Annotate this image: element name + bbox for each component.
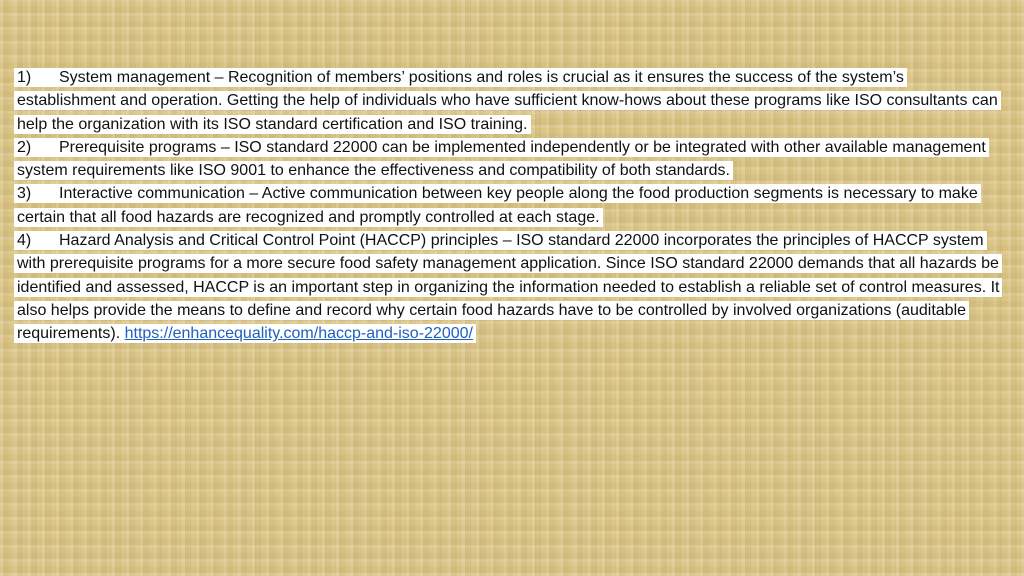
item-text: Hazard Analysis and Critical Control Point (HACCP) principles – ISO standard 22000 incorporates the principles of HACCP system with prerequisite programs for a more secure food safety management application. Since ISO standard 22000 demands that all hazards be identified and assessed, HACCP is an important step in organizing the information needed to establish a reliable set of control measures. It also helps provide the means to define and record why certain food hazards have to be controlled by involved organizations (auditable requirements). — [17, 232, 1000, 343]
item-number: 2) — [17, 138, 32, 156]
list-item-4 — [14, 229, 1004, 345]
list-item-2 — [14, 136, 1004, 183]
list-item-3 — [14, 182, 1004, 229]
item-number: 3) — [17, 185, 32, 203]
item-number: 4) — [17, 232, 32, 250]
item-text: Interactive communication – Active communication between key people along the food production segments is necessary to make certain that all food hazards are recognized and promptly controlled at each stage. — [17, 185, 978, 226]
item-text: System management – Recognition of members’ positions and roles is crucial as it ensures the success of the system’s establishment and operation. Getting the help of individuals who have sufficient know-hows about these programs like ISO consultants can help the organization with its ISO standard certification and ISO training. — [17, 69, 998, 133]
item-text: Prerequisite programs – ISO standard 22000 can be implemented independently or be integrated with other available management system requirements like ISO 9001 to enhance the effectiveness and compatibility of both standards. — [17, 138, 986, 180]
list-item-1 — [14, 66, 1004, 136]
item-number: 1) — [17, 69, 32, 86]
document-body — [14, 66, 1004, 346]
source-link[interactable]: https://enhancequality.com/haccp-and-iso-22000/ — [124, 325, 473, 343]
